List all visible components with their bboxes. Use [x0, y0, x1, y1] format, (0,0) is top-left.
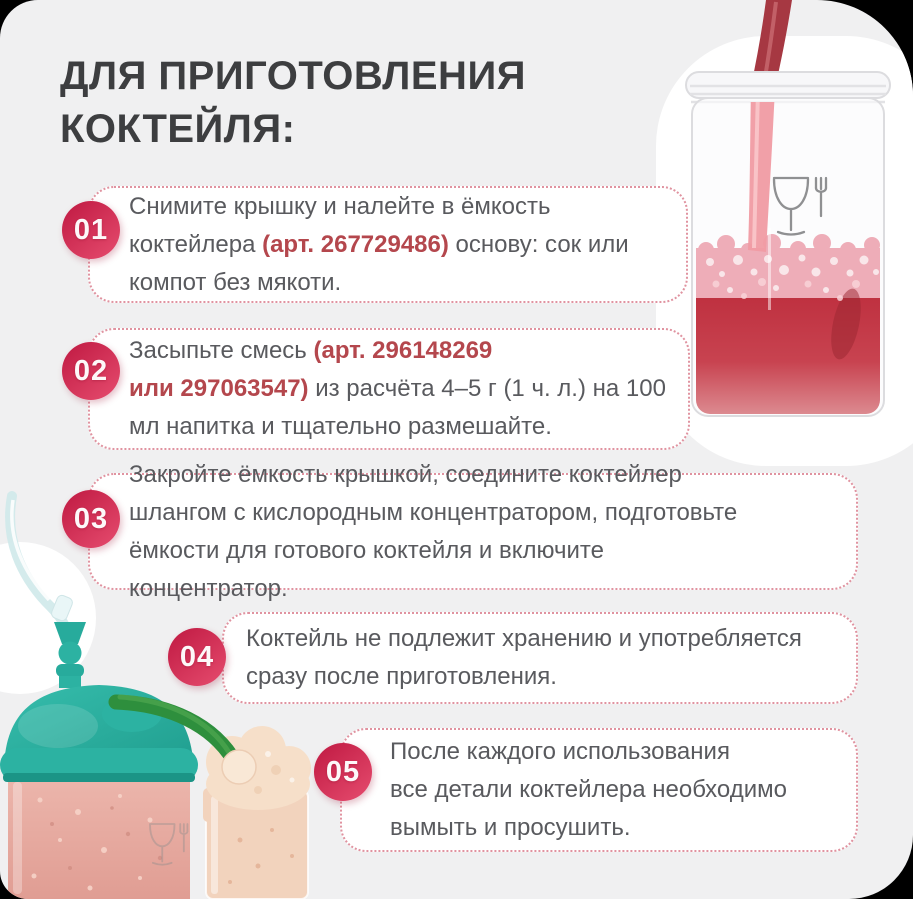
container-body: [8, 775, 190, 899]
step-badge-4: 04: [168, 628, 226, 686]
step-text-5: [390, 733, 787, 847]
title-line-1: ДЛЯ ПРИГОТОВЛЕНИЯ: [60, 54, 526, 98]
step-1-text-end: основу: сок или компот без мякоти.: [129, 230, 629, 296]
article-number-2a: (арт. 296148269: [313, 337, 493, 364]
step-text-1: [129, 188, 668, 302]
step-text-2: [129, 332, 674, 446]
step-text-3: Закройте ёмкость крышкой, соедините коктейлер шлангом с кислородным концентратором, подготовьте ёмкости для готового коктейля и включите концентратор.: [129, 460, 738, 602]
step-card-4: [179, 612, 858, 704]
step-5-line-3: вымыть и просушить.: [390, 814, 631, 841]
step-text-4: Коктейль не подлежит хранению и употребляется сразу после приготовления.: [246, 625, 802, 690]
page-title: [60, 50, 526, 156]
step-card-3: [73, 460, 858, 602]
foam-at-tube-tip: [222, 750, 256, 784]
lid-brim: [0, 748, 198, 782]
step-badge-2: 02: [62, 342, 120, 400]
step-badge-1: 01: [62, 201, 120, 259]
step-2-text-end: из расчёта 4–5 г (1 ч. л.) на 100 мл напитка и тщательно размешайте.: [129, 375, 666, 440]
step-5-line-2: все детали коктейлера необходимо: [390, 776, 787, 803]
article-number-1: (арт. 267729486): [262, 230, 449, 258]
step-5-line-1: После каждого использования: [390, 738, 730, 765]
title-line-2: КОКТЕЙЛЯ:: [60, 107, 296, 151]
step-badge-5: 05: [314, 743, 372, 801]
step-1-text: Снимите крышку и налейте в ёмкость коктейлера: [129, 192, 551, 258]
step-badge-3: 03: [62, 490, 120, 548]
step-card-1: [73, 186, 688, 303]
step-card-2: [73, 328, 690, 450]
step-card-5: [325, 728, 858, 852]
step-2-text: Засыпьте смесь: [129, 337, 314, 364]
article-number-2b: или 297063547): [129, 375, 309, 402]
